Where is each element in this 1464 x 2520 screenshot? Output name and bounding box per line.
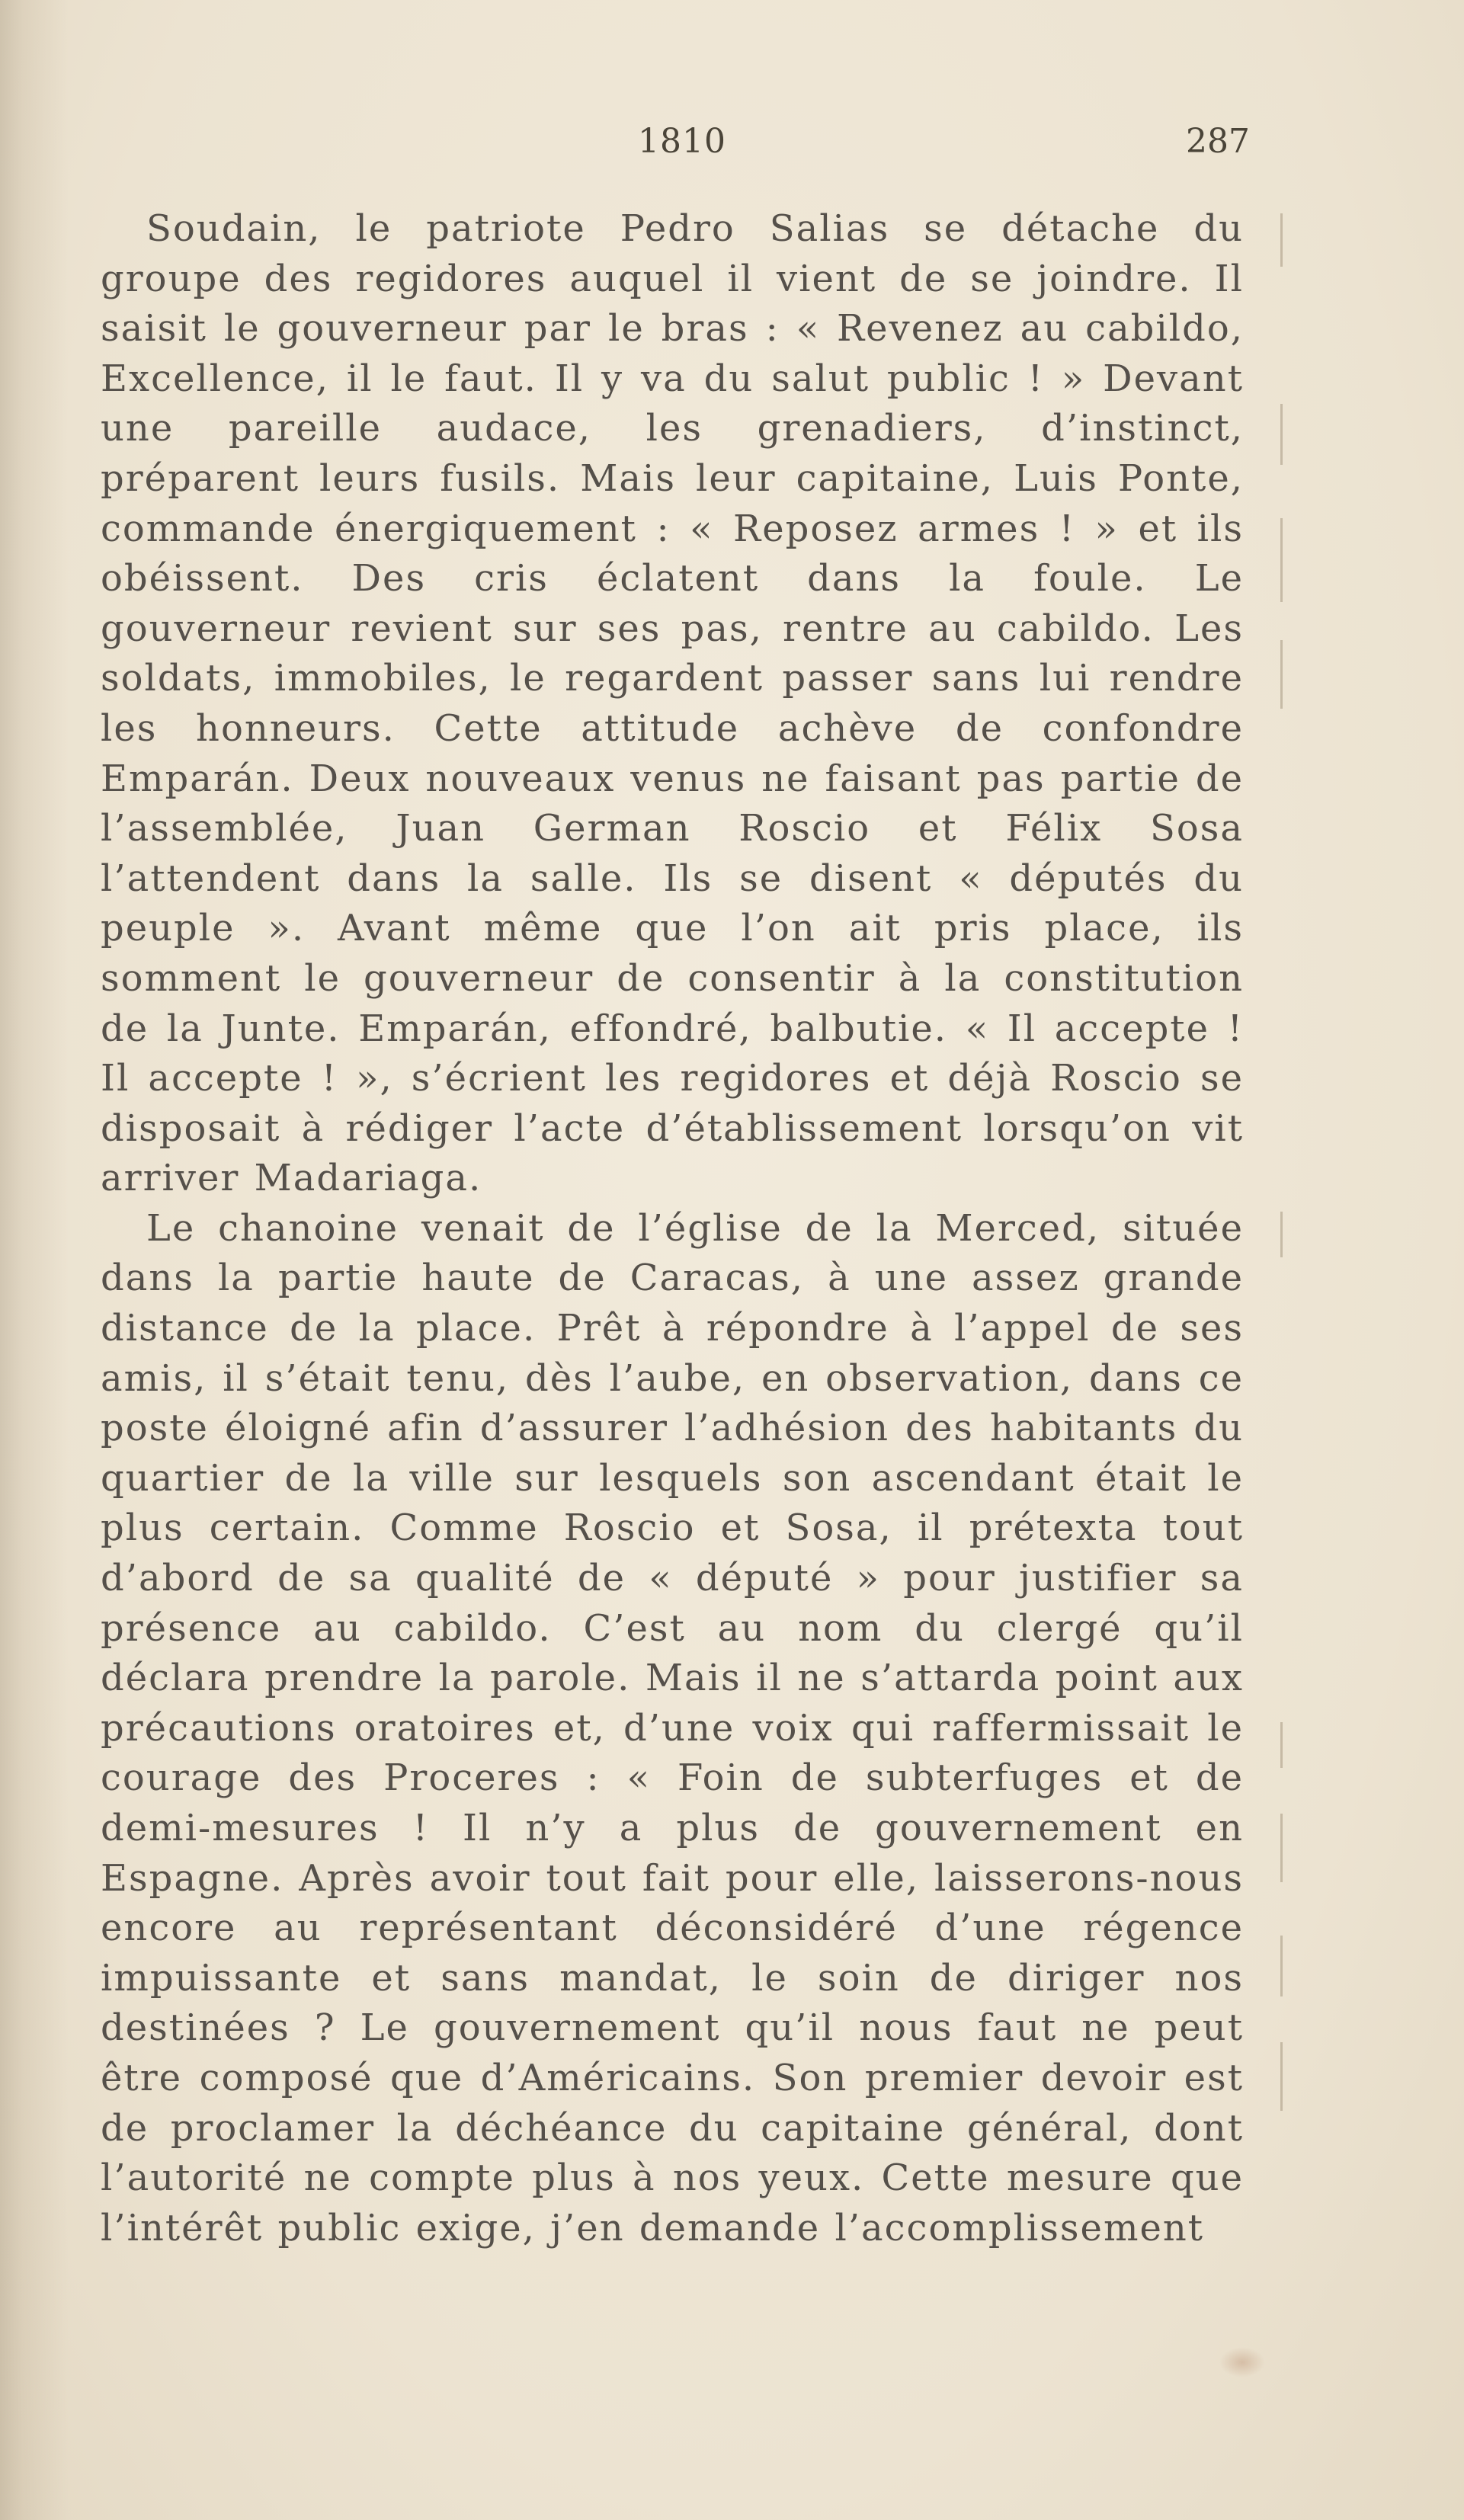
margin-mark [1280, 640, 1283, 709]
margin-mark [1280, 1936, 1283, 1996]
page-number: 287 [1186, 122, 1250, 161]
running-head-year: 1810 [638, 122, 726, 161]
paragraph-1: Soudain, le patriote Pedro Salias se détache du groupe des regidores auquel il vient de se joindre. Il saisit le gouverneur par le bras : « Revenez au cabildo, Excellence, il le faut. Il y va du salut public ! » Devant une pareille audace, les grenadiers, d’instinct, préparent leurs fusils. Mais leur capitaine, Luis Ponte, commande énergiquement : « Reposez armes ! » et ils obéissent. Des cris éclatent dans la foule. Le gouverneur revient sur ses pas, rentre au cabildo. Les soldats, immobiles, le regardent passer sans lui rendre les honneurs. Cette attitude achève de confondre Emparán. Deux nouveaux venus ne faisant pas partie de l’assemblée, Juan German Roscio et Félix Sosa l’attendent dans la salle. Ils se disent « députés du peuple ». Avant même que l’on ait pris place, ils somment le gouverneur de consentir à la constitution de la Junte. Emparán, effondré, balbutie. « Il accepte ! Il accepte ! », s’écrient les regidores et déjà Roscio se disposait à rédiger l’acte d’établissement lorsqu’on vit arriver Madariaga. [101, 207, 1244, 1200]
margin-mark [1280, 1212, 1283, 1257]
running-head [114, 122, 1250, 175]
margin-bleed-through [1280, 198, 1303, 2103]
paper-stain [1219, 2347, 1265, 2378]
margin-mark [1280, 1722, 1283, 1768]
text-block [101, 204, 1244, 2253]
margin-mark [1280, 1814, 1283, 1882]
margin-mark [1280, 404, 1283, 465]
margin-mark [1280, 518, 1283, 602]
paragraph-2: Le chanoine venait de l’église de la Merced, située dans la partie haute de Caracas, à une assez grande distance de la place. Prêt à répondre à l’appel de ses amis, il s’était tenu, dès l’aube, en observation, dans ce poste éloigné afin d’assurer l’adhésion des habitants du quartier de la ville sur lesquels son ascendant était le plus certain. Comme Roscio et Sosa, il prétexta tout d’abord de sa qualité de « député » pour justifier sa présence au cabildo. C’est au nom du clergé qu’il déclara prendre la parole. Mais il ne s’attarda point aux précautions oratoires et, d’une voix qui raffermissait le courage des Proceres : « Foin de subterfuges et de demi-mesures ! Il n’y a plus de gouvernement en Espagne. Après avoir tout fait pour elle, laisserons-nous encore au représentant déconsidéré d’une régence impuissante et sans mandat, le soin de diriger nos destinées ? Le gouvernement qu’il nous faut ne peut être composé que d’Américains. Son premier devoir est de proclamer la déchéance du capitaine général, dont l’autorité ne compte plus à nos yeux. Cette mesure que l’intérêt public exige, j’en demande l’accomplissement [101, 1206, 1244, 2249]
margin-mark [1280, 2042, 1283, 2111]
margin-mark [1280, 213, 1283, 267]
